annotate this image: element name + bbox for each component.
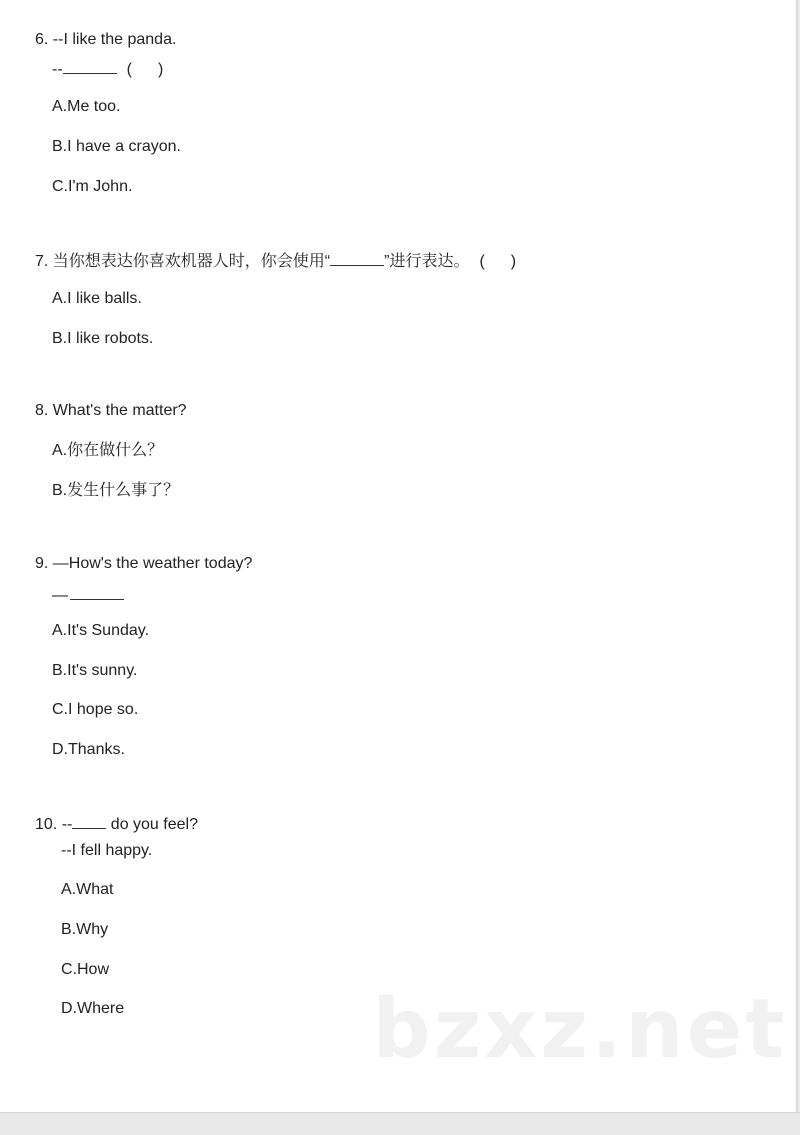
viewer-bottom-strip: [0, 1112, 800, 1135]
question-9-option-c: C.I hope so.: [52, 701, 139, 718]
question-10-option-c: C.How: [61, 961, 110, 978]
question-10-prompt-before: 10. --: [35, 816, 73, 833]
question-6-option-b: B.I have a crayon.: [52, 138, 181, 155]
question-10-option-a: A.What: [61, 881, 114, 898]
question-6-option-c: C.I'm John.: [52, 178, 133, 195]
question-7-option-b: B.I like robots.: [52, 330, 154, 347]
question-6-blank: [63, 58, 117, 74]
question-9-option-a: A.It's Sunday.: [52, 622, 150, 639]
watermark-logo: bzxz.net: [372, 982, 788, 1077]
question-9-blank: [70, 584, 124, 600]
question-9-option-b: B.It's sunny.: [52, 662, 138, 679]
question-10-prompt-after: do you feel?: [106, 816, 198, 833]
question-7-option-a: A.I like balls.: [52, 290, 142, 307]
question-7-prompt-after: ”进行表达。: [384, 253, 470, 270]
question-9-answer-line: [52, 584, 124, 606]
question-9-answer-prefix: —: [52, 587, 68, 604]
question-10-option-b: B.Why: [61, 921, 109, 938]
question-6-paren: ( ): [126, 61, 164, 78]
question-10-option-d: D.Where: [61, 1000, 125, 1017]
question-8-option-a: A.你在做什么？: [52, 442, 164, 459]
question-9-option-d: D.Thanks.: [52, 741, 125, 758]
question-10-prompt: [35, 813, 198, 835]
question-8-option-b: B.发生什么事了？: [52, 482, 180, 499]
question-6-option-a: A.Me too.: [52, 98, 121, 115]
question-7-paren: ( ): [479, 253, 517, 270]
question-8-prompt: 8. What's the matter?: [35, 402, 187, 419]
question-6-prompt: 6. --I like the panda.: [35, 31, 177, 48]
question-7-prompt-before: 7. 当你想表达你喜欢机器人时，你会使用“: [35, 253, 331, 270]
question-7-blank: [330, 250, 384, 266]
question-10-answer-line: --I fell happy.: [61, 842, 153, 859]
question-6-answer-line: [52, 58, 163, 80]
question-6-answer-prefix: --: [52, 61, 63, 78]
question-9-prompt: 9. —How's the weather today?: [35, 555, 253, 572]
question-10-blank: [72, 813, 106, 829]
question-7-prompt: [35, 250, 516, 272]
